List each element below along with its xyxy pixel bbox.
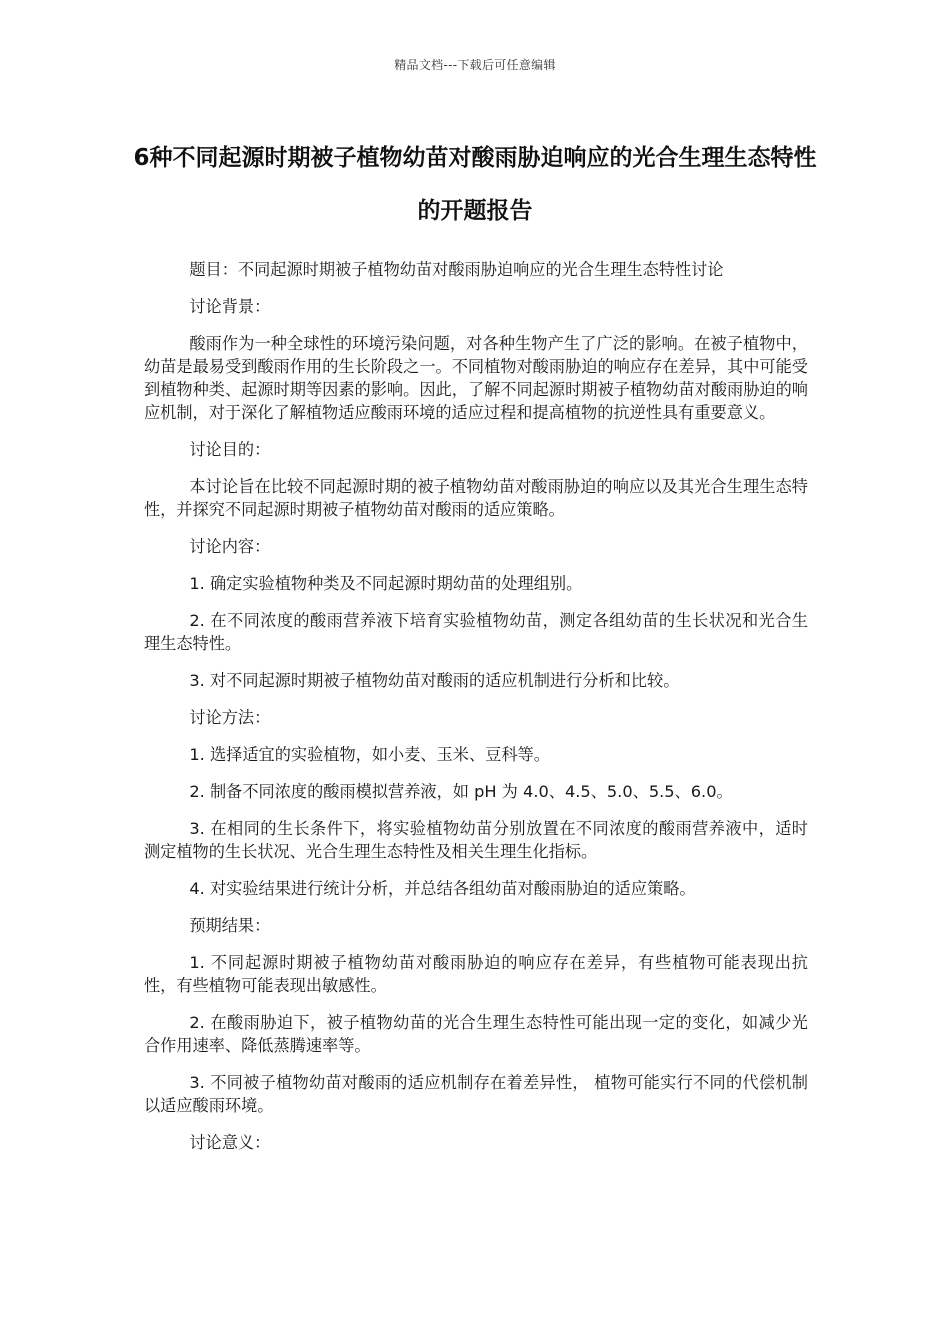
document-body bbox=[144, 258, 808, 1168]
page-header-watermark: 精品文档---下载后可任意编辑 bbox=[394, 58, 556, 72]
section-heading-significance: 讨论意义： bbox=[189, 1133, 271, 1152]
result-item-2: 2. 在酸雨胁迫下，被子植物幼苗的光合生理生态特性可能出现一定的变化，如减少光合作用速率、降低蒸腾速率等。 bbox=[144, 1013, 808, 1055]
method-item-3: 3. 在相同的生长条件下，将实验植物幼苗分别放置在不同浓度的酸雨营养液中，适时测定植物的生长状况、光合生理生态特性及相关生理生化指标。 bbox=[144, 819, 808, 861]
section-heading-purpose: 讨论目的： bbox=[189, 440, 271, 459]
result-item-3: 3. 不同被子植物幼苗对酸雨的适应机制存在着差异性， 植物可能实行不同的代偿机制以适应酸雨环境。 bbox=[144, 1073, 808, 1115]
background-paragraph: 酸雨作为一种全球性的环境污染问题，对各种生物产生了广泛的影响。在被子植物中，幼苗是最易受到酸雨作用的生长阶段之一。不同植物对酸雨胁迫的响应存在差异，其中可能受到植物种类、起源时期等因素的影响。因此，了解不同起源时期被子植物幼苗对酸雨胁迫的响应机制，对于深化了解植物适应酸雨环境的适应过程和提高植物的抗逆性具有重要意义。 bbox=[144, 334, 808, 422]
document-title: 6种不同起源时期被子植物幼苗对酸雨胁迫响应的光合生理生态特性的开题报告 bbox=[133, 145, 817, 224]
content-item-1: 1. 确定实验植物种类及不同起源时期幼苗的处理组别。 bbox=[189, 574, 583, 593]
result-item-1: 1. 不同起源时期被子植物幼苗对酸雨胁迫的响应存在差异，有些植物可能表现出抗性，有些植物可能表现出敏感性。 bbox=[144, 953, 808, 995]
content-item-2: 2. 在不同浓度的酸雨营养液下培育实验植物幼苗，测定各组幼苗的生长状况和光合生理生态特性。 bbox=[144, 611, 808, 653]
content-item-3: 3. 对不同起源时期被子植物幼苗对酸雨的适应机制进行分析和比较。 bbox=[189, 671, 680, 690]
method-item-4: 4. 对实验结果进行统计分析，并总结各组幼苗对酸雨胁迫的适应策略。 bbox=[189, 879, 696, 898]
topic-paragraph: 题目：不同起源时期被子植物幼苗对酸雨胁迫响应的光合生理生态特性讨论 bbox=[189, 260, 724, 279]
method-item-1: 1. 选择适宜的实验植物，如小麦、玉米、豆科等。 bbox=[189, 745, 550, 764]
method-item-2: 2. 制备不同浓度的酸雨模拟营养液，如 pH 为 4.0、4.5、5.0、5.5、6.0。 bbox=[189, 782, 733, 801]
section-heading-background: 讨论背景： bbox=[189, 297, 271, 316]
section-heading-content: 讨论内容： bbox=[189, 537, 271, 556]
section-heading-method: 讨论方法： bbox=[189, 708, 271, 727]
section-heading-expected-results: 预期结果： bbox=[189, 916, 271, 935]
purpose-paragraph: 本讨论旨在比较不同起源时期的被子植物幼苗对酸雨胁迫的响应以及其光合生理生态特性，并探究不同起源时期被子植物幼苗对酸雨的适应策略。 bbox=[144, 477, 808, 519]
